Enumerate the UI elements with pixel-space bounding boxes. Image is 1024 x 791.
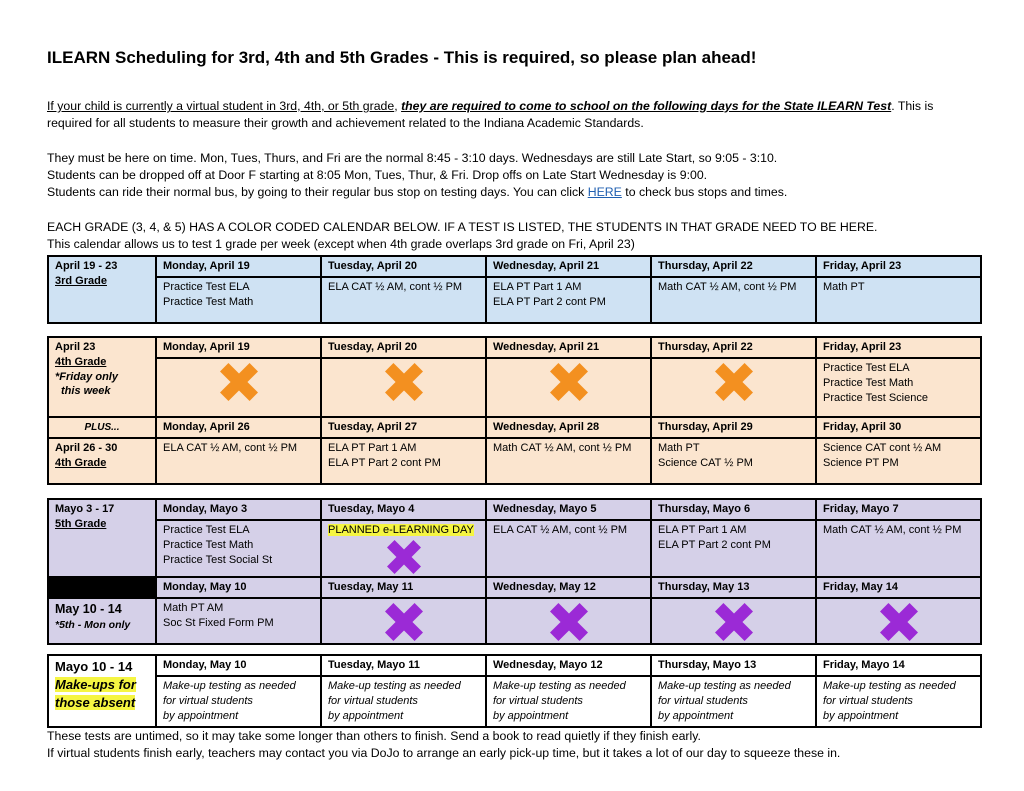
grade5-wed-line: ELA CAT ½ AM, cont ½ PM [493,524,628,536]
makeup-line: Make-up testing as needed [823,680,956,692]
makeup-line: Make-up testing as needed [163,680,296,692]
grade5-mon-line: Practice Test Math [163,539,254,551]
grade5-day1-3: Thursday, Mayo 6 [651,499,816,520]
grade3-cell-2-line: ELA PT Part 2 cont PM [493,296,606,308]
grade5-day2-0: Monday, May 10 [156,577,321,598]
grade5-mon-line: Practice Test ELA [163,524,250,536]
grade3-calendar [47,255,982,324]
makeup-dates: Mayo 10 - 14 [55,659,133,674]
grade5-cell1-1 [321,520,486,577]
makeup-line: by appointment [493,710,569,722]
grade4-grade-1: 4th Grade [55,356,107,368]
grade4-week-note: this week [61,385,111,397]
grade4-cell1-0 [156,358,321,417]
footer-line-2: If virtual students finish early, teachers may contact you via DoJo to arrange an early pick-up time, but it takes a lot of our day to squeeze these in. [47,746,841,760]
grade3-dates: April 19 - 23 [55,260,118,272]
makeup-line: by appointment [823,710,899,722]
grade4-day2-3: Thursday, April 29 [651,417,816,438]
calendar-note-line-2: This calendar allows us to test 1 grade per week (except when 4th grade overlaps 3rd grade on Fri, April 23) [47,237,635,251]
grade4-cell2-line: ELA PT Part 2 cont PM [328,457,441,469]
grade5-cell1-3 [651,520,816,577]
grade4-grade-2: 4th Grade [55,457,107,469]
makeup-line: for virtual students [658,695,748,707]
grade4-cell2-line: Science CAT ½ PM [658,457,753,469]
grade4-cell2-line: ELA PT Part 1 AM [328,442,417,454]
grade4-dates-1: April 23 [55,341,96,353]
grade3-cell-4 [816,277,981,323]
grade4-dates-2: April 26 - 30 [55,442,118,454]
grade5-mon2-line: Math PT AM [163,602,224,614]
no-test-x-icon [387,540,421,574]
grade5-thu-line: ELA PT Part 2 cont PM [658,539,771,551]
grade4-fri-line: Practice Test ELA [823,362,910,374]
grade5-grade: 5th Grade [55,518,107,530]
intro-text-b: , [394,99,402,113]
makeup-day-2: Wednesday, Mayo 12 [486,655,651,676]
grade4-day1-2: Wednesday, April 21 [486,337,651,358]
makeup-line: Make-up testing as needed [493,680,626,692]
grade5-mon-line: Practice Test Social St [163,554,273,566]
grade5-day1-0: Monday, Mayo 3 [156,499,321,520]
grade5-dates-2: May 10 - 14 [55,602,122,616]
grade5-cell2-1 [321,598,486,644]
grade3-cell-0 [156,277,321,323]
grade5-fri-line: Math CAT ½ AM, cont ½ PM [823,524,962,536]
grade5-cell1-4 [816,520,981,577]
grade5-label-2 [48,598,156,644]
grade5-day2-3: Thursday, May 13 [651,577,816,598]
grade4-calendar [47,336,982,485]
grade5-cell2-3 [651,598,816,644]
grade3-cell-0-line: Practice Test ELA [163,281,250,293]
grade3-cell-2-line: ELA PT Part 1 AM [493,281,582,293]
no-test-x-icon [715,603,753,641]
grade5-day2-4: Friday, May 14 [816,577,981,598]
grade4-day2-4: Friday, April 30 [816,417,981,438]
makeup-cell-1 [321,676,486,727]
page-title: ILEARN Scheduling for 3rd, 4th and 5th Grades - This is required, so please plan ahead! [47,48,757,67]
grade5-day2-2: Wednesday, May 12 [486,577,651,598]
grade4-day2-1: Tuesday, April 27 [321,417,486,438]
time-line-1: They must be here on time. Mon, Tues, Thurs, and Fri are the normal 8:45 - 3:10 days. Wednesdays are still Late Start, so 9:05 - 3:10. [47,151,778,165]
no-test-x-icon [385,363,423,401]
grade4-cell2-line: ELA CAT ½ AM, cont ½ PM [163,442,298,454]
calendar-note-line-1: EACH GRADE (3, 4, & 5) HAS A COLOR CODED CALENDAR BELOW. IF A TEST IS LISTED, THE STUDENTS IN THAT GRADE NEED TO BE HERE. [47,220,878,234]
no-test-x-icon [385,603,423,641]
makeup-line: for virtual students [328,695,418,707]
no-test-x-icon [880,603,918,641]
makeup-line: by appointment [163,710,239,722]
grade5-day1-1: Tuesday, Mayo 4 [321,499,486,520]
makeup-calendar [47,654,982,728]
calendar-note [47,219,977,253]
grade3-day-4: Friday, April 23 [816,256,981,277]
makeup-note: Make-ups for those absent [55,677,136,710]
no-test-x-icon [220,363,258,401]
grade4-day1-1: Tuesday, April 20 [321,337,486,358]
grade3-grade: 3rd Grade [55,275,107,287]
grade4-day1-4: Friday, April 23 [816,337,981,358]
grade3-cell-3 [651,277,816,323]
grade5-mon2-line: Soc St Fixed Form PM [163,617,274,629]
grade3-cell-0-line: Practice Test Math [163,296,254,308]
no-test-x-icon [715,363,753,401]
grade4-cell2-4 [816,438,981,484]
grade4-day1-0: Monday, April 19 [156,337,321,358]
grade3-cell-4-line: Math PT [823,281,865,293]
grade3-day-3: Thursday, April 22 [651,256,816,277]
time-line-3a: Students can ride their normal bus, by going to their regular bus stop on testing days. You can click [47,185,588,199]
grade4-day2-0: Monday, April 26 [156,417,321,438]
grade4-fri-line: Practice Test Math [823,377,914,389]
grade5-day1-2: Wednesday, Mayo 5 [486,499,651,520]
makeup-line: for virtual students [823,695,913,707]
time-line-2: Students can be dropped off at Door F starting at 8:05 Mon, Tues, Thur, & Fri. Drop offs on Late Start Wednesday is 9:00. [47,168,708,182]
footer-line-1: These tests are untimed, so it may take some longer than others to finish. Send a book to read quietly if they finish early. [47,729,701,743]
grade4-cell2-line: Science PT PM [823,457,899,469]
grade5-label [48,499,156,577]
grade4-cell2-line: Math CAT ½ AM, cont ½ PM [493,442,632,454]
grade3-cell-3-line: Math CAT ½ AM, cont ½ PM [658,281,797,293]
grade5-cell1-0 [156,520,321,577]
makeup-line: Make-up testing as needed [328,680,461,692]
grade4-cell2-3 [651,438,816,484]
grade5-black-cell [48,577,156,598]
grade3-label [48,256,156,323]
grade4-fri-line: Practice Test Science [823,392,928,404]
grade4-cell2-1 [321,438,486,484]
no-test-x-icon [550,363,588,401]
grade3-cell-2 [486,277,651,323]
grade5-thu-line: ELA PT Part 1 AM [658,524,747,536]
intro-required-text: they are required to come to school on the following days for the State ILEARN Test [401,99,892,113]
makeup-line: by appointment [328,710,404,722]
makeup-cell-0 [156,676,321,727]
grade5-cell1-2 [486,520,651,577]
makeup-day-0: Monday, May 10 [156,655,321,676]
makeup-line: for virtual students [163,695,253,707]
grade4-cell2-0 [156,438,321,484]
grade4-cell2-line: Science CAT cont ½ AM [823,442,942,454]
grade4-cell1-3 [651,358,816,417]
makeup-line: for virtual students [493,695,583,707]
grade5-day1-4: Friday, Mayo 7 [816,499,981,520]
grade3-day-2: Wednesday, April 21 [486,256,651,277]
makeup-line: Make-up testing as needed [658,680,791,692]
grade4-friday-note: *Friday only [55,371,118,383]
grade5-cell2-0 [156,598,321,644]
makeup-line: by appointment [658,710,734,722]
grade5-day2-1: Tuesday, May 11 [321,577,486,598]
grade3-day-0: Monday, April 19 [156,256,321,277]
makeup-cell-3 [651,676,816,727]
footer-notes [47,728,1007,762]
makeup-day-4: Friday, Mayo 14 [816,655,981,676]
intro-text-a: If your child is currently a virtual student in 3rd, 4th, or 5th grade [47,99,395,113]
grade3-cell-1-line: ELA CAT ½ AM, cont ½ PM [328,281,463,293]
grade5-calendar [47,498,982,645]
time-line-3b: to check bus stops and times. [621,185,788,199]
no-test-x-icon [550,603,588,641]
grade5-cell2-4 [816,598,981,644]
time-paragraph [47,150,977,201]
elearning-day-highlight: PLANNED e-LEARNING DAY [328,524,474,536]
intro-paragraph [47,98,977,132]
grade4-cell1-2 [486,358,651,417]
grade3-day-1: Tuesday, April 20 [321,256,486,277]
grade4-cell2-2 [486,438,651,484]
grade4-label-2 [48,438,156,484]
grade4-day2-2: Wednesday, April 28 [486,417,651,438]
grade4-cell1-4 [816,358,981,417]
makeup-label [48,655,156,727]
grade5-mon-only-note: *5th - Mon only [55,619,131,631]
grade5-dates: Mayo 3 - 17 [55,503,115,515]
grade3-cell-1 [321,277,486,323]
grade5-cell2-2 [486,598,651,644]
grade4-cell2-line: Math PT [658,442,700,454]
makeup-cell-4 [816,676,981,727]
grade4-day1-3: Thursday, April 22 [651,337,816,358]
bus-stops-link[interactable]: HERE [587,185,622,199]
grade4-plus-label: PLUS... [48,417,156,438]
intro-text-d: . This is required for all students to measure their growth and achievement related to the Indiana Academic Standards. [47,99,934,130]
makeup-cell-2 [486,676,651,727]
makeup-day-3: Thursday, Mayo 13 [651,655,816,676]
grade4-cell1-1 [321,358,486,417]
makeup-day-1: Tuesday, Mayo 11 [321,655,486,676]
grade4-label-1 [48,337,156,417]
